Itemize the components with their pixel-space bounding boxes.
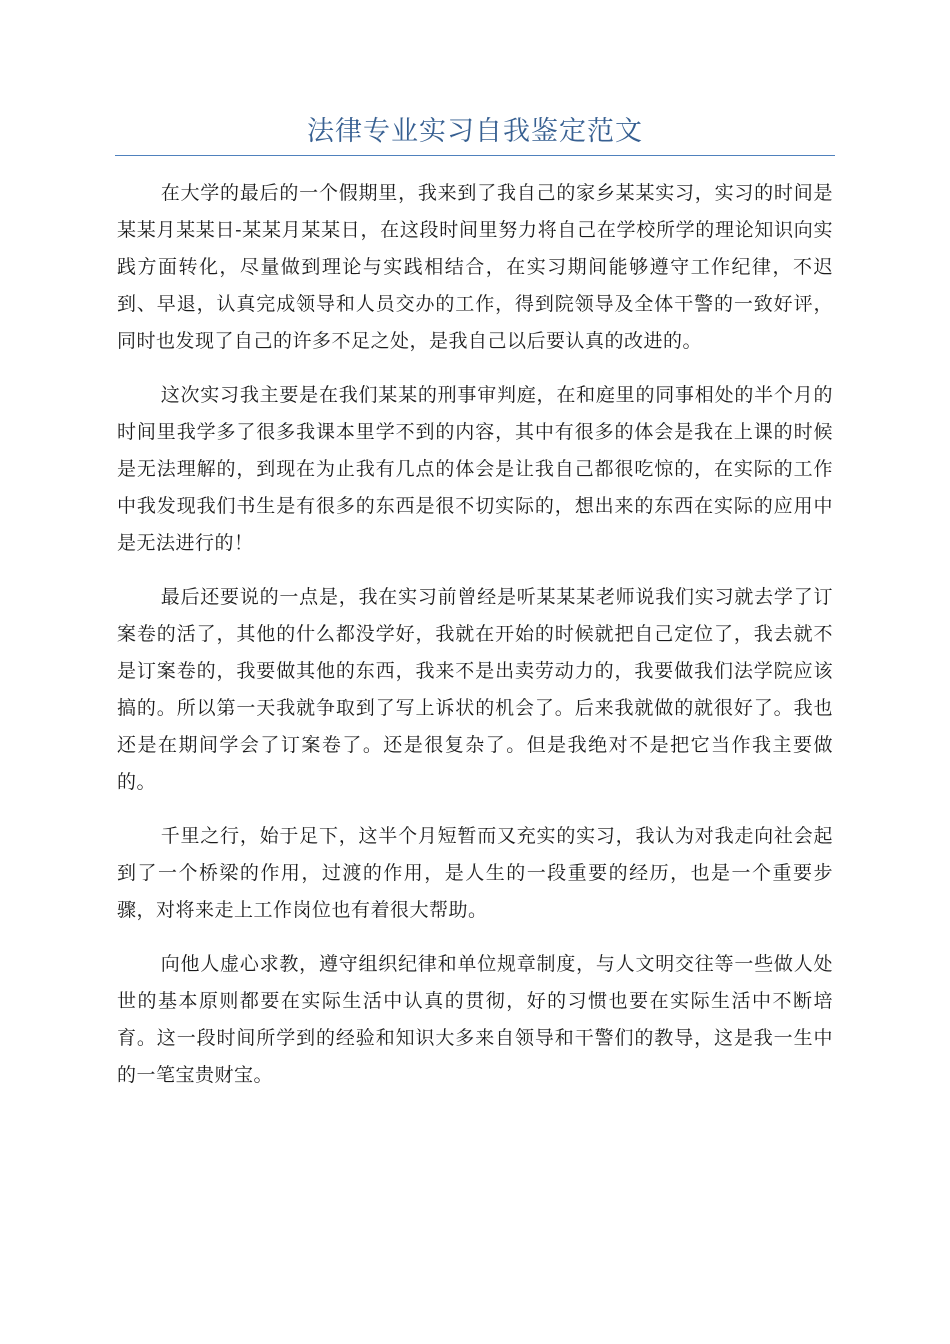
document-title: 法律专业实习自我鉴定范文	[307, 116, 643, 147]
paragraph-2: 这次实习我主要是在我们某某的刑事审判庭，在和庭里的同事相处的半个月的时间里我学多了很多我课本里学不到的内容，其中有很多的体会是我在上课的时候是无法理解的，到现在为止我有几点的体会是让我自己都很吃惊的，在实际的工作中我发现我们书生是有很多的东西是很不切实际的，想出来的东西在实际的应用中是无法进行的！	[117, 384, 833, 554]
paragraph-5: 向他人虚心求教，遵守组织纪律和单位规章制度，与人文明交往等一些做人处世的基本原则都要在实际生活中认真的贯彻，好的习惯也要在实际生活中不断培育。这一段时间所学到的经验和知识大多来自领导和干警们的教导，这是我一生中的一笔宝贵财宝。	[117, 953, 833, 1086]
title-underline	[115, 155, 835, 156]
paragraph-3: 最后还要说的一点是，我在实习前曾经是听某某某老师说我们实习就去学了订案卷的活了，其他的什么都没学好，我就在开始的时候就把自己定位了，我去就不是订案卷的，我要做其他的东西，我来不是出卖劳动力的，我要做我们法学院应该搞的。所以第一天我就争取到了写上诉状的机会了。后来我就做的就很好了。我也还是在期间学会了订案卷了。还是很复杂了。但是我绝对不是把它当作我主要做的。	[117, 586, 833, 793]
title-block	[115, 112, 835, 156]
document-body	[117, 175, 833, 1111]
paragraph-4: 千里之行，始于足下，这半个月短暂而又充实的实习，我认为对我走向社会起到了一个桥梁的作用，过渡的作用，是人生的一段重要的经历，也是一个重要步骤，对将来走上工作岗位也有着很大帮助。	[117, 825, 833, 921]
paragraph-1: 在大学的最后的一个假期里，我来到了我自己的家乡某某实习，实习的时间是某某月某某日-某某月某某日，在这段时间里努力将自己在学校所学的理论知识向实践方面转化，尽量做到理论与实践相结合，在实习期间能够遵守工作纪律，不迟到、早退，认真完成领导和人员交办的工作，得到院领导及全体干警的一致好评，同时也发现了自己的许多不足之处，是我自己以后要认真的改进的。	[117, 182, 833, 352]
